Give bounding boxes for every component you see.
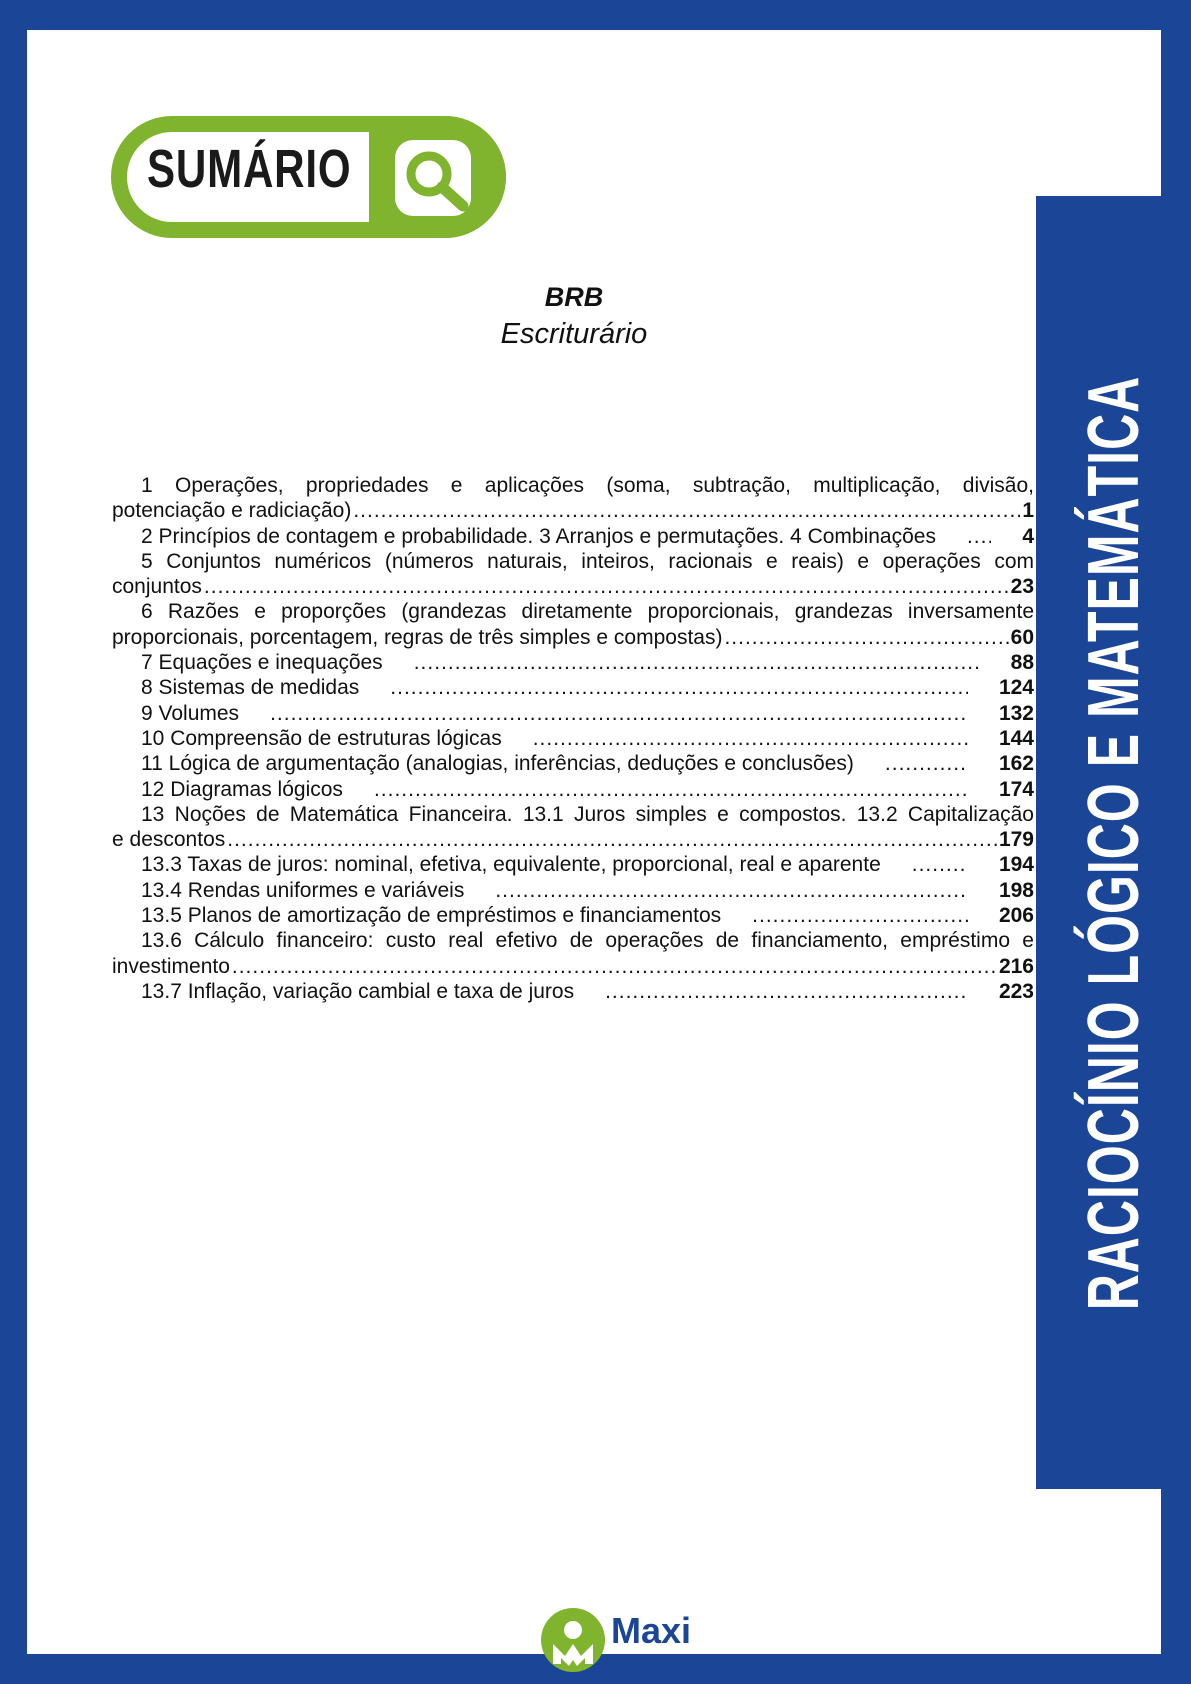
toc-entry-line bbox=[112, 625, 1034, 650]
toc-entry[interactable] bbox=[112, 524, 1034, 549]
toc-entry[interactable] bbox=[112, 852, 1034, 877]
toc-dot-leader bbox=[938, 524, 991, 549]
toc-entry[interactable] bbox=[112, 675, 1034, 700]
toc-entry-title: 9 Volumes bbox=[141, 701, 240, 725]
toc-dot-leader bbox=[385, 650, 980, 675]
toc-page-number: 23 bbox=[1010, 575, 1034, 599]
toc-entry-title: 2 Princípios de contagem e probabilidade. 3 Arranjos e permutações. 4 Combinações bbox=[141, 524, 936, 548]
sumario-logo bbox=[111, 116, 506, 238]
toc-dot-leader bbox=[723, 903, 968, 928]
toc-entry-line bbox=[112, 675, 1034, 700]
toc-entry[interactable] bbox=[112, 751, 1034, 776]
toc-page-number: 4 bbox=[1022, 524, 1034, 548]
toc-entry-text-line1: 5 Conjuntos numéricos (números naturais, inteiros, racionais e reais) e operações com bbox=[141, 549, 1034, 573]
toc-entry-title: 13.7 Inflação, variação cambial e taxa de juros bbox=[141, 979, 575, 1003]
toc-entry-line bbox=[112, 574, 1034, 599]
toc-entry-title: 12 Diagramas lógicos bbox=[141, 777, 343, 801]
toc-entry[interactable] bbox=[112, 650, 1034, 675]
toc-page-number: 179 bbox=[998, 828, 1034, 852]
logo-icon-box bbox=[369, 116, 506, 238]
toc-dot-leader bbox=[466, 878, 968, 903]
toc-entry[interactable] bbox=[112, 903, 1034, 928]
toc-entry-line bbox=[112, 498, 1034, 523]
toc-dot-leader bbox=[227, 827, 997, 852]
toc-entry-line bbox=[112, 878, 1034, 903]
toc-entry-title: investimento bbox=[112, 954, 230, 978]
toc-entry-title: potenciação e radiciação) bbox=[112, 499, 352, 523]
toc-dot-leader bbox=[856, 751, 968, 776]
toc-entry-line bbox=[112, 852, 1034, 877]
toc-page-number: 174 bbox=[998, 777, 1034, 801]
toc-entry[interactable] bbox=[112, 802, 1034, 853]
toc-entry-title: 13.5 Planos de amortização de empréstimos e financiamentos bbox=[141, 904, 722, 928]
toc-dot-leader bbox=[353, 498, 1020, 523]
toc-page-number: 144 bbox=[998, 726, 1034, 750]
toc-entry[interactable] bbox=[112, 549, 1034, 600]
toc-entry-title: 7 Equações e inequações bbox=[141, 651, 383, 675]
toc-page-number: 88 bbox=[1010, 651, 1034, 675]
maxi-brand: Maxi bbox=[611, 1610, 692, 1651]
toc-entry-title: e descontos bbox=[112, 828, 226, 852]
toc-dot-leader bbox=[232, 954, 997, 979]
table-of-contents bbox=[112, 473, 1034, 1004]
toc-entry[interactable] bbox=[112, 701, 1034, 726]
toc-entry-title: 11 Lógica de argumentação (analogias, inferências, deduções e conclusões) bbox=[141, 752, 854, 776]
toc-entry-title: 13.4 Rendas uniformes e variáveis bbox=[141, 878, 465, 902]
toc-entry-text-line1: 13 Noções de Matemática Financeira. 13.1 Juros simples e compostos. 13.2 Capitalização bbox=[141, 802, 1034, 826]
toc-entry-line bbox=[112, 726, 1034, 751]
toc-entry[interactable] bbox=[112, 878, 1034, 903]
toc-entry[interactable] bbox=[112, 777, 1034, 802]
toc-entry-text-line1: 1 Operações, propriedades e aplicações (soma, subtração, multiplicação, divisão, bbox=[141, 474, 1034, 497]
toc-page-number: 60 bbox=[1010, 625, 1034, 649]
toc-dot-leader bbox=[361, 675, 968, 700]
side-band bbox=[1036, 196, 1191, 1489]
toc-entry[interactable] bbox=[112, 473, 1034, 524]
toc-dot-leader bbox=[241, 701, 968, 726]
toc-entry[interactable] bbox=[112, 928, 1034, 979]
maxi-educa-logo bbox=[539, 1606, 709, 1678]
toc-entry-text-line1: 13.6 Cálculo financeiro: custo real efetivo de operações de financiamento, empréstimo e bbox=[141, 929, 1034, 953]
toc-page-number: 216 bbox=[998, 954, 1034, 978]
toc-entry-title: 8 Sistemas de medidas bbox=[141, 676, 360, 700]
toc-entry-line bbox=[112, 777, 1034, 802]
toc-entry-line bbox=[112, 524, 1034, 549]
toc-page-number: 194 bbox=[998, 853, 1034, 877]
page bbox=[27, 30, 1161, 1671]
toc-page-number: 132 bbox=[998, 701, 1034, 725]
toc-page-number: 124 bbox=[998, 676, 1034, 700]
toc-entry-title: conjuntos bbox=[112, 575, 202, 599]
toc-dot-leader bbox=[724, 625, 1008, 650]
toc-dot-leader bbox=[204, 574, 1009, 599]
toc-page-number: 162 bbox=[998, 752, 1034, 776]
toc-entry-text-line1: 6 Razões e proporções (grandezas diretamente proporcionais, grandezas inversamente bbox=[141, 600, 1034, 624]
toc-dot-leader bbox=[883, 852, 968, 877]
toc-entry[interactable] bbox=[112, 726, 1034, 751]
toc-entry-title: proporcionais, porcentagem, regras de três simples e compostas) bbox=[112, 625, 723, 649]
toc-entry[interactable] bbox=[112, 599, 1034, 650]
maxi-person-icon bbox=[539, 1606, 607, 1674]
toc-entry-line bbox=[112, 979, 1034, 1004]
toc-entry[interactable] bbox=[112, 979, 1034, 1004]
toc-page-number: 223 bbox=[998, 979, 1034, 1003]
toc-entry-line bbox=[112, 751, 1034, 776]
toc-page-number: 206 bbox=[998, 904, 1034, 928]
toc-entry-title: 13.3 Taxas de juros: nominal, efetiva, equivalente, proporcional, real e aparente bbox=[141, 853, 881, 877]
side-label: RACIOCÍNIO LÓGICO E MATEMÁTICA bbox=[1072, 375, 1155, 1310]
toc-dot-leader bbox=[504, 726, 968, 751]
toc-entry-line bbox=[112, 701, 1034, 726]
document-subtitle: Escriturário bbox=[500, 318, 648, 350]
toc-entry-line bbox=[112, 650, 1034, 675]
toc-entry-title: 10 Compreensão de estruturas lógicas bbox=[141, 726, 502, 750]
toc-page-number: 1 bbox=[1022, 499, 1034, 523]
document-title: BRB bbox=[544, 282, 604, 312]
toc-dot-leader bbox=[576, 979, 968, 1004]
toc-page-number: 198 bbox=[998, 878, 1034, 902]
search-icon bbox=[393, 138, 483, 218]
maxi-brand-sub: educa bbox=[639, 1654, 683, 1671]
toc-entry-line bbox=[112, 903, 1034, 928]
toc-dot-leader bbox=[345, 777, 968, 802]
toc-entry-line bbox=[112, 827, 1034, 852]
logo-text: SUMÁRIO bbox=[147, 139, 352, 199]
toc-entry-line bbox=[112, 954, 1034, 979]
